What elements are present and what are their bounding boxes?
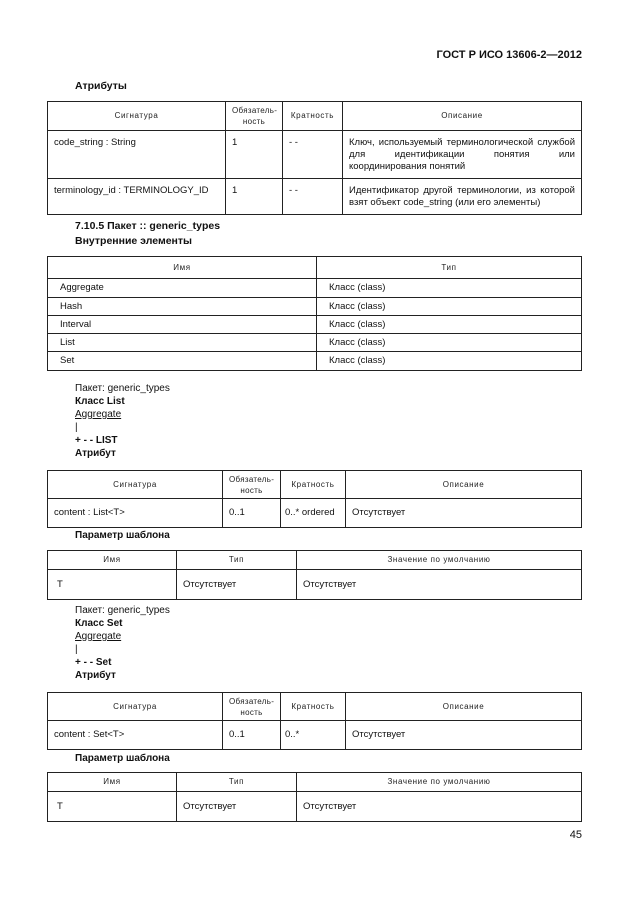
column-header: Сигнатура: [48, 693, 223, 721]
cell-multiplicity: - -: [283, 179, 343, 215]
cell-multiplicity: - -: [283, 131, 343, 179]
cell-type: Класс (class): [317, 334, 582, 352]
column-header: Значение по умолчанию: [297, 773, 582, 792]
template-parameter-heading: Параметр шаблона: [75, 530, 170, 541]
cell-name: Hash: [48, 298, 317, 316]
table-header-row: [48, 257, 582, 279]
inheritance-line: + - - LIST: [75, 435, 118, 446]
cell-type: Класс (class): [317, 352, 582, 371]
parent-class: Aggregate: [75, 631, 122, 642]
table-row: [48, 316, 582, 334]
table-header-row: [48, 551, 582, 570]
cell-name: T: [48, 792, 177, 822]
page-number: 45: [569, 829, 582, 841]
cell-mandatory: 0..1: [223, 721, 281, 750]
cell-name: Set: [48, 352, 317, 371]
column-header: Сигнатура: [48, 471, 223, 499]
column-header: Имя: [48, 257, 317, 279]
cell-signature: content : Set<T>: [48, 721, 223, 750]
column-header: Имя: [48, 773, 177, 792]
column-header: Описание: [346, 693, 582, 721]
column-header: Тип: [177, 551, 297, 570]
table-row: [48, 792, 582, 822]
cell-mandatory: 1: [226, 179, 283, 215]
attribute-heading: Атрибут: [75, 448, 116, 459]
attributes-table: [47, 101, 582, 215]
inheritance-line: + - - Set: [75, 657, 112, 668]
table-row: [48, 721, 582, 750]
cell-description: Отсутствует: [346, 499, 582, 528]
table-row: [48, 352, 582, 371]
template-parameter-heading: Параметр шаблона: [75, 753, 170, 764]
cell-default: Отсутствует: [297, 570, 582, 600]
cell-signature: code_string : String: [48, 131, 226, 179]
cell-signature: content : List<T>: [48, 499, 223, 528]
inheritance-bar: |: [75, 422, 78, 433]
class-title: Класс Set: [75, 618, 123, 629]
cell-description: Идентификатор другой терминологии, из которой взят объект code_string (или его элементы): [343, 179, 582, 215]
cell-name: Aggregate: [48, 279, 317, 298]
table-row: [48, 179, 582, 215]
cell-name: List: [48, 334, 317, 352]
attributes-heading: Атрибуты: [75, 80, 127, 92]
inheritance-bar: |: [75, 644, 78, 655]
table-header-row: [48, 102, 582, 131]
cell-mandatory: 0..1: [223, 499, 281, 528]
table-header-row: [48, 773, 582, 792]
package-label: Пакет: generic_types: [75, 383, 170, 394]
table-row: [48, 279, 582, 298]
cell-name: T: [48, 570, 177, 600]
column-header: Обязатель-ность: [223, 693, 281, 721]
column-header: Кратность: [283, 102, 343, 131]
cell-multiplicity: 0..* ordered: [281, 499, 346, 528]
table-header-row: [48, 471, 582, 499]
package-heading: 7.10.5 Пакет :: generic_types: [75, 220, 221, 232]
column-header: Обязатель-ность: [223, 471, 281, 499]
column-header: Кратность: [281, 471, 346, 499]
cell-default: Отсутствует: [297, 792, 582, 822]
column-header: Сигнатура: [48, 102, 226, 131]
class-title: Класс List: [75, 396, 125, 407]
column-header: Обязатель-ность: [226, 102, 283, 131]
cell-description: Ключ, используемый терминологической службой для идентификации понятия или координирования понятий: [343, 131, 582, 179]
parent-class: Aggregate: [75, 409, 122, 420]
set-template-parameter-table: [47, 772, 582, 822]
cell-signature: terminology_id : TERMINOLOGY_ID: [48, 179, 226, 215]
table-row: [48, 298, 582, 316]
table-row: [48, 334, 582, 352]
attribute-heading: Атрибут: [75, 670, 116, 681]
cell-multiplicity: 0..*: [281, 721, 346, 750]
cell-description: Отсутствует: [346, 721, 582, 750]
cell-type: Отсутствует: [177, 792, 297, 822]
list-template-parameter-table: [47, 550, 582, 600]
table-row: [48, 570, 582, 600]
cell-type: Отсутствует: [177, 570, 297, 600]
internal-elements-heading: Внутренние элементы: [75, 235, 193, 247]
column-header: Кратность: [281, 693, 346, 721]
table-row: [48, 499, 582, 528]
cell-name: Interval: [48, 316, 317, 334]
cell-mandatory: 1: [226, 131, 283, 179]
column-header: Тип: [317, 257, 582, 279]
table-header-row: [48, 693, 582, 721]
package-label: Пакет: generic_types: [75, 605, 170, 616]
cell-type: Класс (class): [317, 279, 582, 298]
internal-elements-table: [47, 256, 582, 371]
set-attribute-table: [47, 692, 582, 750]
column-header: Имя: [48, 551, 177, 570]
standard-designation: ГОСТ Р ИСО 13606-2—2012: [436, 49, 582, 61]
list-attribute-table: [47, 470, 582, 528]
column-header: Описание: [343, 102, 582, 131]
column-header: Описание: [346, 471, 582, 499]
column-header: Тип: [177, 773, 297, 792]
cell-type: Класс (class): [317, 298, 582, 316]
table-row: [48, 131, 582, 179]
column-header: Значение по умолчанию: [297, 551, 582, 570]
cell-type: Класс (class): [317, 316, 582, 334]
